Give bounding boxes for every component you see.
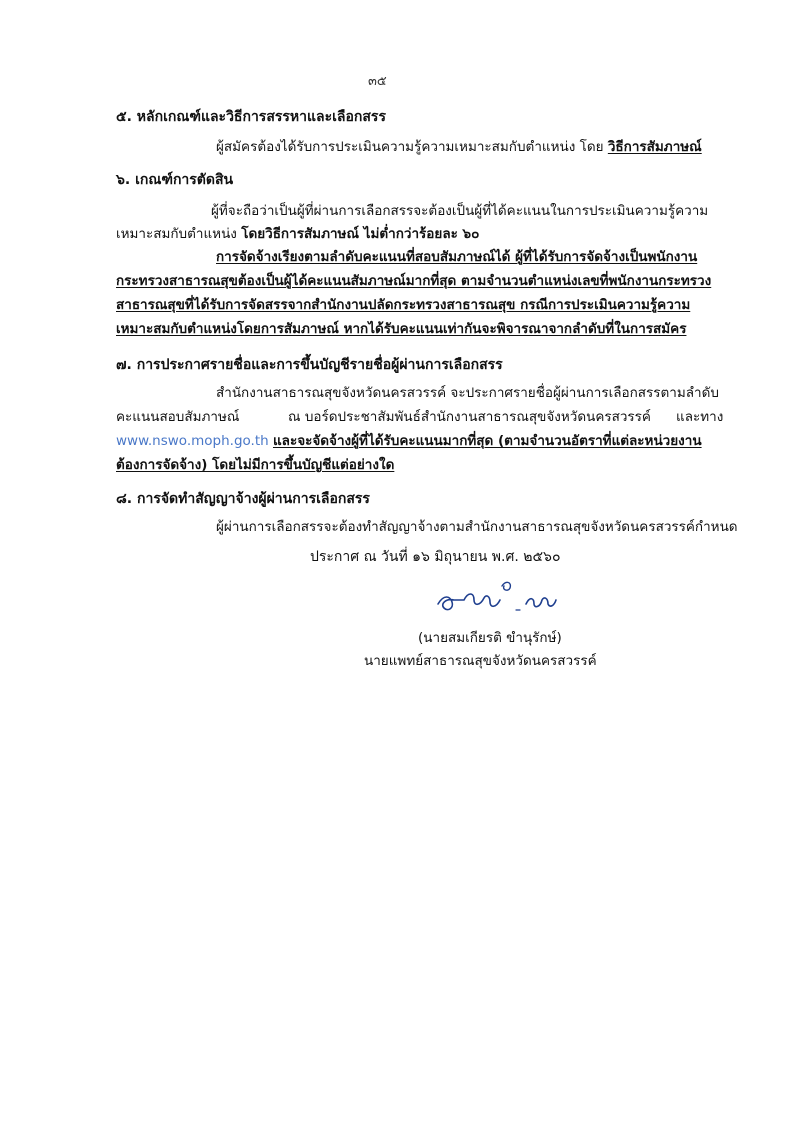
section-5-method: วิธีการสัมภาษณ์ — [607, 139, 702, 155]
section-7-line-2-b: ณ บอร์ดประชาสัมพันธ์สำนักงานสาธารณสุขจังหวัดนครสวรรค์ — [288, 409, 651, 425]
section-6-line-2 — [116, 222, 479, 244]
section-7-line-4: ต้องการจัดจ้าง) โดยไม่มีการขึ้นบัญชีแต่อย่างใด — [116, 457, 395, 473]
section-6-line-2-b: โดยวิธีการสัมภาษณ์ ไม่ต่ำกว่าร้อยละ ๖๐ — [241, 226, 480, 242]
page-number: ๓๕ — [368, 74, 387, 89]
signature-image — [430, 574, 570, 622]
section-5-text — [216, 135, 702, 157]
section-6-line-6: เหมาะสมกับตำแหน่งโดยการสัมภาษณ์ หากได้รับคะแนนเท่ากันจะพิจารณาจากลำดับที่ในการสมัคร — [116, 321, 687, 337]
section-7-line-2-c: และทาง — [676, 409, 724, 425]
section-6-line-5: สาธารณสุขที่ได้รับการจัดสรรจากสำนักงานปลัดกระทรวงสาธารณสุข กรณีการประเมินความรู้ความ — [116, 297, 691, 313]
section-7-line-3 — [116, 429, 702, 451]
section-5-text-a: ผู้สมัครต้องได้รับการประเมินความรู้ความเหมาะสมกับตำแหน่ง โดย — [216, 139, 604, 155]
announcement-day: ๑๖ — [412, 549, 430, 565]
section-7-heading: ๗. การประกาศรายชื่อและการขึ้นบัญชีรายชื่อผู้ผ่านการเลือกสรร — [116, 357, 503, 373]
section-6-line-1: ผู้ที่จะถือว่าเป็นผู้ที่ผ่านการเลือกสรรจะต้องเป็นผู้ที่ได้คะแนนในการประเมินความรู้ความ — [211, 203, 709, 219]
section-6-heading: ๖. เกณฑ์การตัดสิน — [116, 172, 234, 188]
announcement-year: พ.ศ. ๒๕๖๐ — [491, 549, 561, 565]
section-7-line-1: สำนักงานสาธารณสุขจังหวัดนครสวรรค์ จะประกาศรายชื่อผู้ผ่านการเลือกสรรตามลำดับ — [216, 385, 719, 401]
announcement-month: มิถุนายน — [434, 549, 488, 565]
section-6-line-4: กระทรวงสาธารณสุขต้องเป็นผู้ได้คะแนนสัมภาษณ์มากที่สุด ตามจำนวนตำแหน่งเลขที่พนักงานกระทรวง — [116, 273, 712, 289]
section-8-line-1: ผู้ผ่านการเลือกสรรจะต้องทำสัญญาจ้างตามสำนักงานสาธารณสุขจังหวัดนครสวรรค์กำหนด — [216, 519, 738, 535]
section-6-line-3: การจัดจ้างเรียงตามลำดับคะแนนที่สอบสัมภาษณ์ได้ ผู้ที่ได้รับการจัดจ้างเป็นพนักงาน — [216, 249, 698, 265]
section-7-line-2-a: คะแนนสอบสัมภาษณ์ — [116, 409, 240, 425]
section-6-line-2-a: เหมาะสมกับตำแหน่ง — [116, 226, 242, 242]
announcement-prefix: ประกาศ ณ วันที่ — [310, 549, 408, 565]
announcement-date — [310, 546, 561, 568]
section-5-heading: ๕. หลักเกณฑ์และวิธีการสรรหาและเลือกสรร — [116, 109, 386, 125]
website-link[interactable]: www.nswo.moph.go.th — [116, 433, 269, 449]
section-7-line-3-b: และจะจัดจ้างผู้ที่ได้รับคะแนนมากที่สุด (ตามจำนวนอัตราที่แต่ละหน่วยงาน — [272, 433, 702, 449]
signer-title: นายแพทย์สาธารณสุขจังหวัดนครสวรรค์ — [364, 653, 597, 669]
section-8-heading: ๘. การจัดทำสัญญาจ้างผู้ผ่านการเลือกสรร — [116, 491, 370, 507]
signer-name: (นายสมเกียรติ ขำนุรักษ์) — [418, 630, 562, 646]
